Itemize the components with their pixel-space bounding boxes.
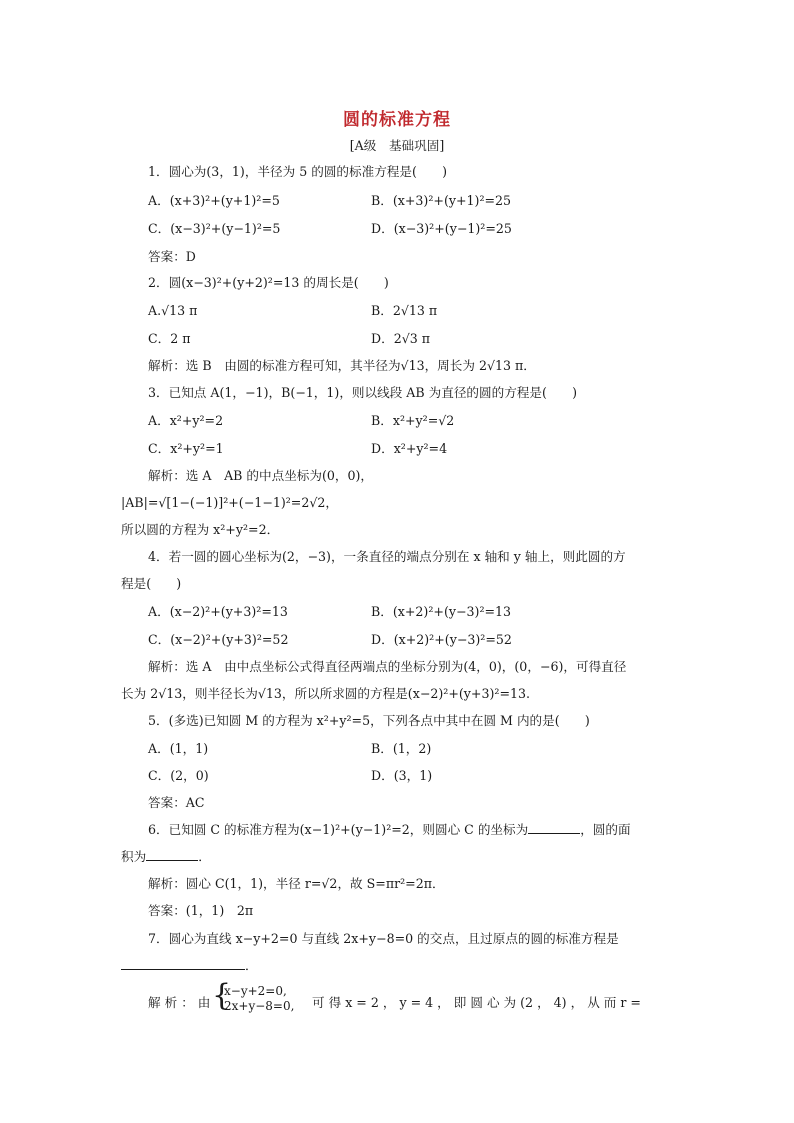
section-heading: [A级 基础巩固] (349, 138, 445, 153)
equation-system (212, 978, 302, 1016)
solution-2: 解析：选 B 由圆的标准方程可知，其半径为√13，周长为 2√13 π． (148, 358, 536, 373)
question-5: 5．(多选)已知圆 M 的方程为 x²+y²=5，下列各点中其中在圆 M 内的是( ) (148, 713, 590, 728)
solution-7-suffix: 可 得 x = 2 ， y = 4 ， 即 圆 心 为 (2 ， 4) ， 从 而 r = (312, 995, 641, 1010)
option-2b: B．2√13 π (371, 303, 438, 318)
solution-3-line3: 所以圆的方程为 x²+y²=2． (121, 522, 280, 537)
solution-3-line1: 解析：选 A AB 的中点坐标为(0，0)， (148, 468, 374, 483)
solution-6: 解析：圆心 C(1，1)，半径 r=√2，故 S=πr²=2π． (148, 876, 445, 891)
answer-1: 答案：D (148, 249, 196, 264)
option-4c: C．(x−2)²+(y+3)²=52 (148, 632, 289, 647)
question-2: 2．圆(x−3)²+(y+2)²=13 的周长是( ) (148, 275, 389, 290)
option-2a: A.√13 π (148, 303, 198, 318)
option-5a: A．(1，1) (148, 741, 209, 756)
question-6-line1 (148, 821, 631, 839)
solution-7-prefix: 解 析 ： 由 (148, 995, 211, 1010)
question-6-text-end: ，圆的面 (580, 822, 631, 837)
option-4b: B．(x+2)²+(y−3)²=13 (371, 604, 512, 619)
answer-6: 答案：(1，1) 2π (148, 903, 254, 918)
option-2d: D．2√3 π (371, 331, 431, 346)
option-1d: D．(x−3)²+(y−1)²=25 (371, 221, 512, 236)
option-5b: B．(1，2) (371, 741, 432, 756)
question-6-line2 (121, 848, 211, 866)
option-1a: A．(x+3)²+(y+1)²=5 (148, 193, 280, 208)
solution-3-line2: |AB|=√[1−(−1)]²+(−1−1)²=2√2， (121, 495, 338, 510)
fill-blank (146, 848, 198, 861)
question-7-line2-end: ． (245, 958, 258, 973)
answer-5: 答案：AC (148, 795, 205, 810)
option-3a: A．x²+y²=2 (148, 413, 224, 428)
question-6-text2-end: ． (198, 849, 211, 864)
option-5d: D．(3，1) (371, 768, 433, 783)
question-4-line1: 4．若一圆的圆心坐标为(2，−3)，一条直径的端点分别在 x 轴和 y 轴上，则此圆的方 (148, 549, 626, 564)
solution-4-line2: 长为 2√13，则半径长为√13，所以所求圆的方程是(x−2)²+(y+3)²=13. (121, 686, 531, 701)
system-equation-1: x−y+2=0, (224, 984, 287, 998)
solution-4-line1: 解析：选 A 由中点坐标公式得直径两端点的坐标分别为(4，0)，(0，−6)，可得直径 (148, 659, 627, 674)
question-4-line2: 程是( ) (121, 576, 182, 591)
fill-blank (121, 957, 245, 970)
option-5c: C．(2，0) (148, 768, 209, 783)
question-7-line2 (121, 957, 258, 975)
left-brace-icon: { (212, 978, 232, 1013)
question-3: 3．已知点 A(1，−1)，B(−1，1)，则以线段 AB 为直径的圆的方程是( ) (148, 385, 578, 400)
option-4a: A．(x−2)²+(y+3)²=13 (148, 604, 288, 619)
question-1: 1．圆心为(3，1)，半径为 5 的圆的标准方程是( ) (148, 164, 447, 179)
system-equation-2: 2x+y−8=0, (224, 999, 295, 1013)
option-1b: B．(x+3)²+(y+1)²=25 (371, 193, 512, 208)
page-title: 圆的标准方程 (343, 110, 451, 130)
question-7-line1: 7．圆心为直线 x−y+2=0 与直线 2x+y−8=0 的交点，且过原点的圆的标准方程是 (148, 931, 619, 946)
option-3d: D．x²+y²=4 (371, 441, 448, 456)
option-3c: C．x²+y²=1 (148, 441, 224, 456)
option-4d: D．(x+2)²+(y−3)²=52 (371, 632, 512, 647)
question-6-text: 6．已知圆 C 的标准方程为(x−1)²+(y−1)²=2，则圆心 C 的坐标为 (148, 822, 529, 837)
option-1c: C．(x−3)²+(y−1)²=5 (148, 221, 281, 236)
fill-blank (528, 821, 580, 834)
option-3b: B．x²+y²=√2 (371, 413, 455, 428)
question-6-text2: 积为 (121, 849, 147, 864)
option-2c: C．2 π (148, 331, 191, 346)
